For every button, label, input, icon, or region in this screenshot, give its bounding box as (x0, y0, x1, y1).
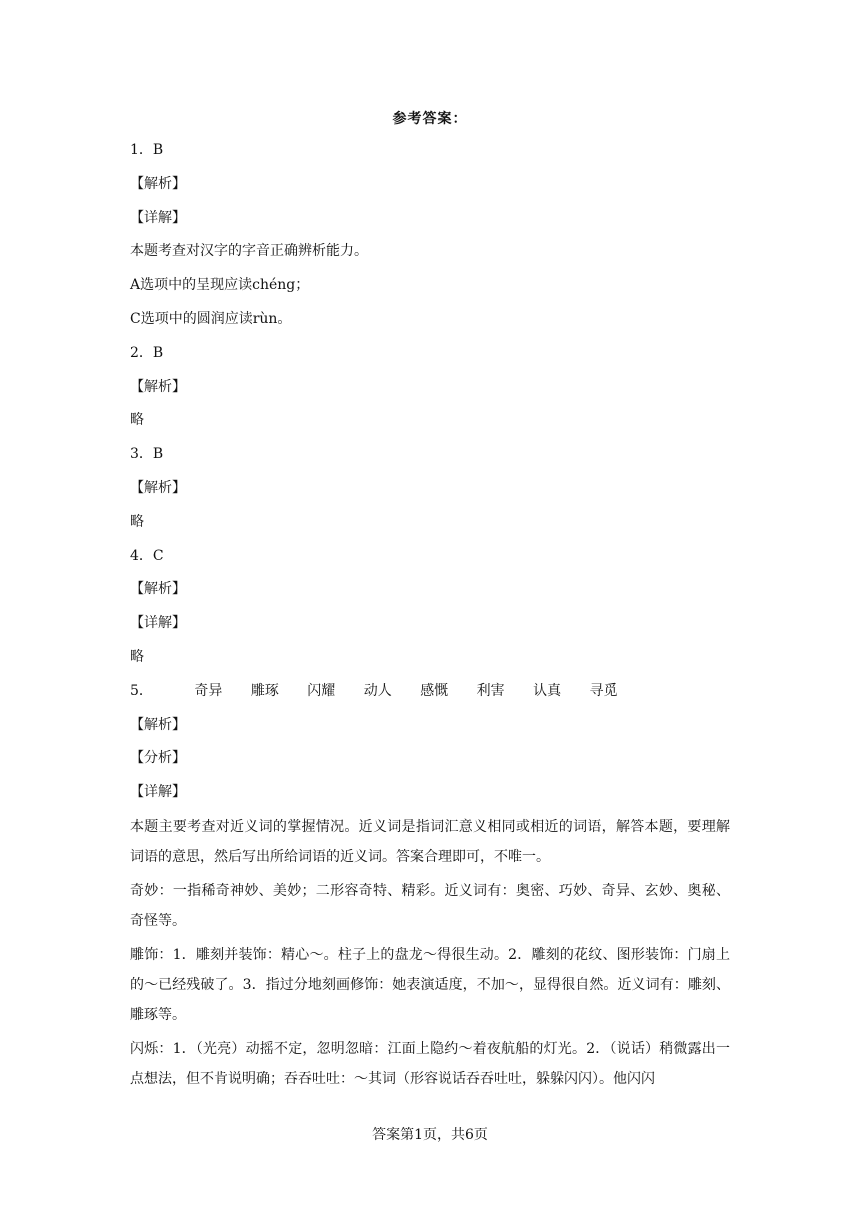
q5-word: 雕琢 (250, 682, 279, 699)
q5-word: 寻觅 (589, 682, 618, 699)
q5-paragraph: 本题主要考查对近义词的掌握情况。近义词是指词汇意义相同或相近的词语，解答本题，要理解词语的意思，然后写出所给词语的近义词。答案合理即可，不唯一。 (130, 818, 730, 865)
q5-row (130, 675, 730, 709)
q1-detail-tag: 【详解】 (130, 209, 186, 226)
q4-analysis-tag: 【解析】 (130, 581, 186, 598)
q1-line-1: 本题考查对汉字的字音正确辨析能力。 (130, 243, 368, 260)
q2-answer: 略 (130, 412, 144, 429)
q5-word: 利害 (476, 682, 505, 699)
q5-analysis-tag: 【解析】 (130, 716, 186, 733)
q5-word: 闪耀 (307, 682, 336, 699)
q5-number: 5． (130, 682, 153, 699)
q5-word: 认真 (533, 682, 562, 699)
q2-analysis-tag: 【解析】 (130, 378, 186, 395)
q5-word: 动人 (363, 682, 392, 699)
q5-paragraph: 雕饰：1．雕刻并装饰：精心～。柱子上的盘龙～得很生动。2．雕刻的花纹、图形装饰：门扇上的～已经残破了。3．指过分地刻画修饰：她表演适度，不加～，显得很自然。近义词有：雕刻、雕琢等。 (130, 946, 730, 1023)
q5-word: 奇异 (194, 682, 223, 699)
q5-fenxi-tag: 【分析】 (130, 750, 186, 767)
q5-word-list (194, 675, 641, 709)
q1-line-2: A选项中的呈现应读chéng； (130, 277, 310, 294)
q3-number: 3．B (130, 446, 164, 463)
q1-line-3: C选项中的圆润应读rùn。 (130, 310, 292, 327)
answer-content (130, 134, 730, 1098)
page-footer: 答案第1页，共6页 (372, 1127, 488, 1143)
q3-analysis-tag: 【解析】 (130, 479, 186, 496)
q2-number: 2．B (130, 344, 164, 361)
q3-answer: 略 (130, 513, 144, 530)
q4-number: 4．C (130, 547, 164, 564)
page-title: 参考答案： (392, 111, 468, 127)
q5-detail-tag: 【详解】 (130, 784, 186, 801)
q5-paragraph: 闪烁：1．（光亮）动摇不定，忽明忽暗：江面上隐约～着夜航船的灯光。2．（说话）稍微露出一点想法，但不肯说明确；吞吞吐吐：～其词（形容说话吞吞吐吐，躲躲闪闪）。他闪闪 (130, 1040, 730, 1087)
q5-word: 感慨 (420, 682, 449, 699)
q5-paragraph: 奇妙：一指稀奇神妙、美妙；二形容奇特、精彩。近义词有：奥密、巧妙、奇异、玄妙、奥秘、奇怪等。 (130, 882, 730, 929)
q1-analysis-tag: 【解析】 (130, 175, 186, 192)
q4-detail-tag: 【详解】 (130, 615, 186, 632)
q4-answer: 略 (130, 648, 144, 665)
q1-number: 1．B (130, 142, 164, 158)
